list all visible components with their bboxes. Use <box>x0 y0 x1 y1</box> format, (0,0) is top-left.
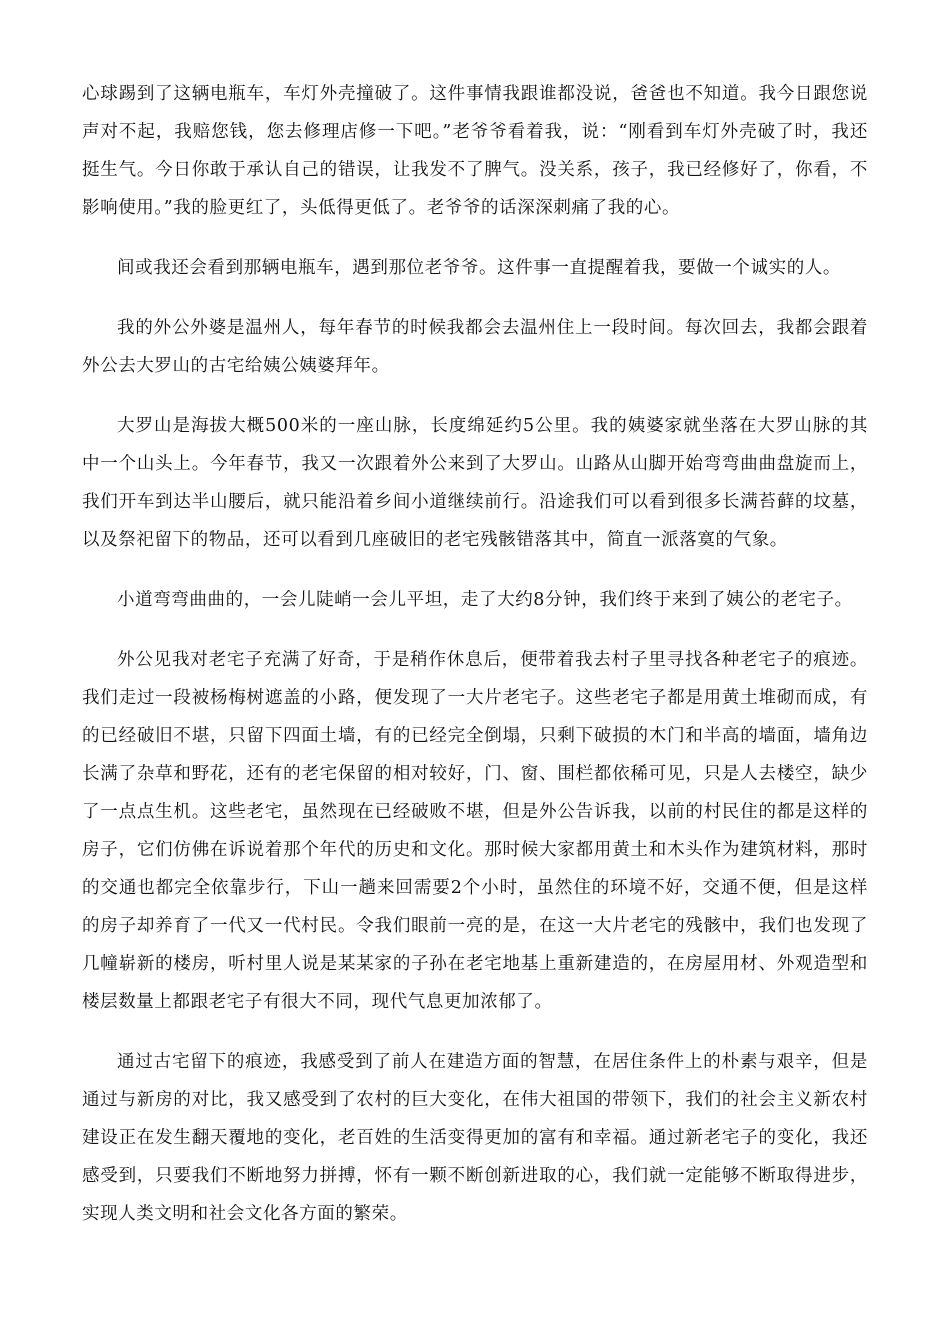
paragraph-6: 外公见我对老宅子充满了好奇，于是稍作休息后，便带着我去村子里寻找各种老宅子的痕迹。我们走过一段被杨梅树遮盖的小路，便发现了一大片老宅子。这些老宅子都是用黄土堆砌而成，有的已经破旧不堪，只留下四面土墙，有的已经完全倒塌，只剩下破损的木门和半高的墙面，墙角边长满了杂草和野花，还有的老宅保留的相对较好，门、窗、围栏都依稀可见，只是人去楼空，缺少了一点点生机。这些老宅，虽然现在已经破败不堪，但是外公告诉我，以前的村民住的都是这样的房子，它们仿佛在诉说着那个年代的历史和文化。那时候大家都用黄土和木头作为建筑材料，那时的交通也都完全依靠步行，下山一趟来回需要2个小时，虽然住的环境不好，交通不便，但是这样的房子却养育了一代又一代村民。令我们眼前一亮的是，在这一大片老宅的残骸中，我们也发现了几幢崭新的楼房，听村里人说是某某家的子孙在老宅地基上重新建造的，在房屋用材、外观造型和楼层数量上都跟老宅子有很大不同，现代气息更加浓郁了。 <box>82 650 868 1012</box>
paragraph-1: 心球踢到了这辆电瓶车，车灯外壳撞破了。这件事情我跟谁都没说，爸爸也不知道。我今日跟您说声对不起，我赔您钱，您去修理店修一下吧。”老爷爷看着我，说：“刚看到车灯外壳破了时，我还挺生气。今日你敢于承认自己的错误，让我发不了脾气。没关系，孩子，我已经修好了，你看，不影响使用。”我的脸更红了，头低得更低了。老爷爷的话深深刺痛了我的心。 <box>82 84 868 218</box>
paragraph-2: 间或我还会看到那辆电瓶车，遇到那位老爷爷。这件事一直提醒着我，要做一个诚实的人。 <box>117 258 841 278</box>
paragraph-3: 我的外公外婆是温州人，每年春节的时候我都会去温州住上一段时间。每次回去，我都会跟着外公去大罗山的古宅给姨公姨婆拜年。 <box>82 318 868 376</box>
paragraph-5: 小道弯弯曲曲的，一会儿陡峭一会儿平坦，走了大约8分钟，我们终于来到了姨公的老宅子。 <box>117 590 853 610</box>
paragraph-7: 通过古宅留下的痕迹，我感受到了前人在建造方面的智慧，在居住条件上的朴素与艰辛，但是通过与新房的对比，我又感受到了农村的巨大变化，在伟大祖国的带领下，我们的社会主义新农村建设正在发生翻天覆地的变化，老百姓的生活变得更加的富有和幸福。通过新老宅子的变化，我还感受到，只要我们不断地努力拼搏，怀有一颗不断创新进取的心，我们就一定能够不断取得进步，实现人类文明和社会文化各方面的繁荣。 <box>82 1052 868 1224</box>
paragraph-4: 大罗山是海拔大概500米的一座山脉，长度绵延约5公里。我的姨婆家就坐落在大罗山脉的其中一个山头上。今年春节，我又一次跟着外公来到了大罗山。山路从山脚开始弯弯曲曲盘旋而上，我们开车到达半山腰后，就只能沿着乡间小道继续前行。沿途我们可以看到很多长满苔藓的坟墓，以及祭祀留下的物品，还可以看到几座破旧的老宅残骸错落其中，简直一派落寞的气象。 <box>82 416 868 550</box>
